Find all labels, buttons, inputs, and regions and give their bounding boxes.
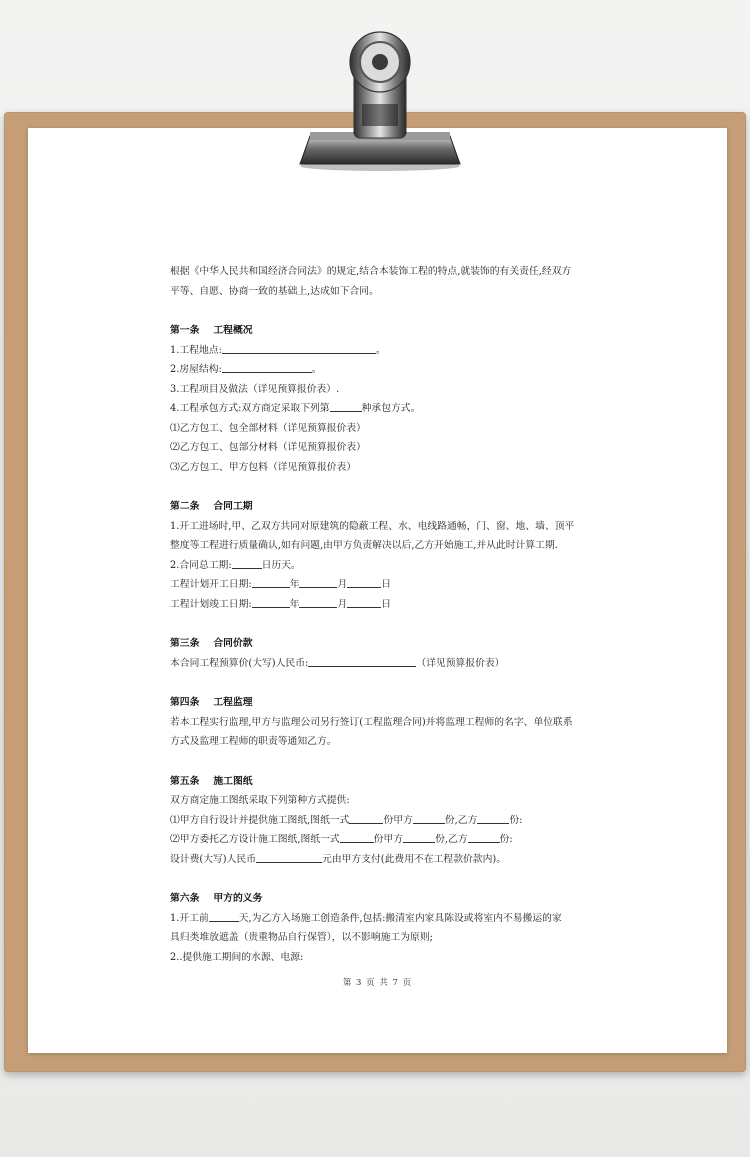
- s1-option-1: ⑴乙方包工、包全部材料（详见预算报价表）: [170, 422, 366, 434]
- section-1-heading: 第一条 工程概况: [170, 325, 253, 336]
- start-year-blank[interactable]: [252, 576, 290, 588]
- copies-yi-blank-1[interactable]: [477, 812, 509, 824]
- copies-jia-blank-2[interactable]: [403, 831, 435, 843]
- s4-line-1: 若本工程实行监理,甲方与监理公司另行签订(工程监理合同)并将监理工程师的名字、单位联系: [170, 716, 573, 728]
- s2-para-1-line-2: 整度等工程进行质量确认,如有问题,由甲方负责解决以后,乙方开始施工,并从此时计算工期.: [170, 540, 558, 551]
- duration-blank[interactable]: [232, 557, 262, 569]
- s5-line-3: ⑵甲方委托乙方设计施工图纸,图纸一式 份甲方 份,乙方 份:: [170, 830, 592, 850]
- s4-line-2: 方式及监理工程师的职责等通知乙方。: [170, 736, 337, 747]
- section-4-heading: 第四条 工程监理: [170, 697, 253, 708]
- structure-blank[interactable]: [222, 361, 312, 373]
- s6-line-3: 2..提供施工期间的水源、电源:: [170, 951, 304, 963]
- s2-end-date: 工程计划竣工日期: 年 月 日: [170, 595, 592, 615]
- page-number: 第 3 页 共 7 页: [342, 978, 413, 988]
- s2-para-1-line-1: 1.开工进场时,甲、乙双方共同对原建筑的隐蔽工程、水、电线路通畅，门、窗、地、墙、顶平: [170, 520, 575, 532]
- copies-yi-blank-2[interactable]: [468, 831, 500, 843]
- location-blank[interactable]: [222, 342, 376, 354]
- s1-item-2: 2.房屋结构: 。: [170, 360, 592, 380]
- days-before-blank[interactable]: [209, 910, 239, 922]
- intro-line-1: 根据《中华人民共和国经济合同法》的规定,结合本装饰工程的特点,就装饰的有关责任,经双方: [170, 266, 572, 277]
- copies-jia-blank-1[interactable]: [413, 812, 445, 824]
- s3-price: 本合同工程预算价(大写)人民币: （详见预算报价表）: [170, 654, 592, 674]
- s5-line-1: 双方商定施工图纸采取下列第种方式提供:: [170, 795, 350, 806]
- start-day-blank[interactable]: [347, 576, 381, 588]
- s5-line-4: 设计费(大写)人民币 元由甲方支付(此费用不在工程款价款内)。: [170, 850, 592, 870]
- section-2-heading: 第二条 合同工期: [170, 501, 253, 512]
- s2-start-date: 工程计划开工日期: 年 月 日: [170, 575, 592, 595]
- section-5-heading: 第五条 施工图纸: [170, 775, 253, 787]
- s1-item-4: 4.工程承包方式:双方商定采取下列第 种承包方式。: [170, 399, 592, 419]
- s2-duration: 2.合同总工期: 日历天。: [170, 556, 592, 576]
- copies-blank-1[interactable]: [349, 812, 383, 824]
- section-3-heading: 第三条 合同价款: [170, 638, 253, 649]
- s5-line-2: ⑴甲方自行设计并提供施工图纸,图纸一式 份甲方 份,乙方 份:: [170, 811, 592, 831]
- contract-text: [170, 262, 592, 967]
- copies-blank-2[interactable]: [340, 831, 374, 843]
- design-fee-blank[interactable]: [256, 851, 322, 863]
- s1-option-2: ⑵乙方包工、包部分材料（详见预算报价表）: [170, 442, 366, 453]
- end-year-blank[interactable]: [252, 596, 290, 608]
- end-day-blank[interactable]: [347, 596, 381, 608]
- binder-clip-icon: [296, 24, 464, 172]
- s1-item-1: 1.工程地点: 。: [170, 341, 592, 361]
- s6-line-1: 1.开工前 天,为乙方入场施工创造条件,包括:搬清室内家具陈设或将室内不易搬运的家: [170, 909, 592, 929]
- s1-option-3: ⑶乙方包工、甲方包料（详见预算报价表）: [170, 461, 357, 473]
- end-month-blank[interactable]: [299, 596, 337, 608]
- intro-line-2: 平等、自愿、协商一致的基础上,达成如下合同。: [170, 285, 379, 297]
- contract-mode-blank[interactable]: [330, 400, 362, 412]
- s6-line-2: 具归类堆放遮盖（贵重物品自行保管），以不影响施工为原则;: [170, 932, 433, 943]
- section-6-heading: 第六条 甲方的义务: [170, 893, 263, 904]
- price-blank[interactable]: [308, 655, 416, 667]
- s1-item-3: 3.工程项目及做法（详见预算报价表）.: [170, 383, 340, 395]
- start-month-blank[interactable]: [299, 576, 337, 588]
